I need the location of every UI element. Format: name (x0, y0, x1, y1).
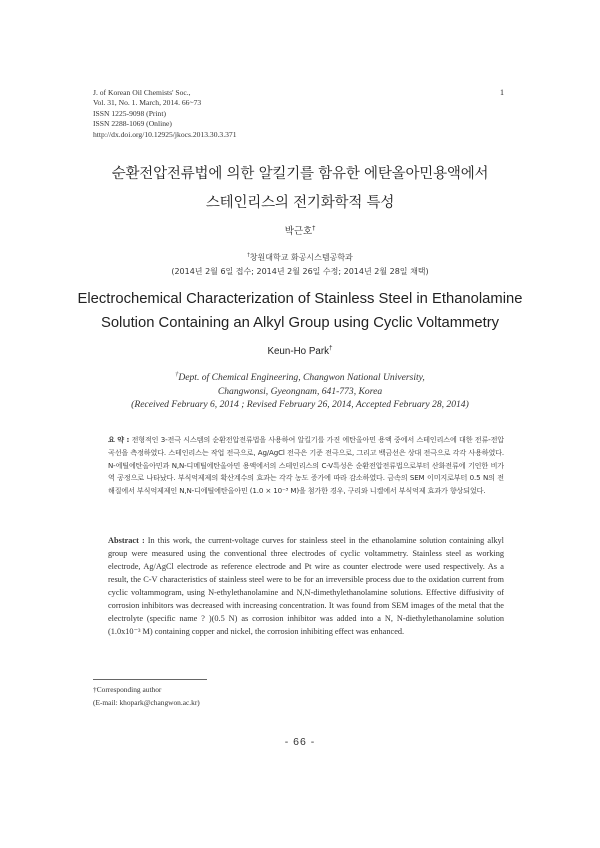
korean-abstract-text: 전형적인 3-전극 시스템의 순환전압전류법을 사용하여 알킬기를 가진 에탄올아민 용액 중에서 스테인리스에 대한 전류-전압 곡선을 측정하였다. 스테인리스는 작업 전극으로, Ag/AgCl 전극은 기준 전극으로, 그리고 백금선은 상대 전극으로 각각 사용하였다. N-에틸에탄올아민과 N,N-디메틸에탄올아민 용액에서의 스테인리스의 C-V특성은 순환전압전류법으로부터 산화전류에 기인한 비가역 공정으로 나타났다. 부식억제제의 확산계수의 효과는 각각 농도 증가에 따라 감소하였다. 금속의 SEM 이미지로부터 0.5 N의 전해질에서 부식억제제인 N,N-디에틸에탄올아민 (1.0 × 10⁻³ M)을 첨가한 경우, 구리와 니켈에서 부식억제 효과가 향상되었다. (108, 435, 504, 496)
page-number-bottom: - 66 - (284, 736, 316, 748)
korean-author-name: 박근호 (284, 226, 313, 237)
korean-title-line-2: 스테인리스의 전기화학적 특성 (205, 195, 395, 211)
journal-name: J. of Korean Oil Chemists' Soc., (93, 88, 191, 97)
corresponding-author-note: †Corresponding author (93, 685, 162, 694)
korean-title-line-1: 순환전압전류법에 의한 알킬기를 함유한 에탄올아민용액에서 (111, 166, 489, 182)
journal-header (93, 88, 237, 140)
english-title-line-2: Solution Containing an Alkyl Group using Cyclic Voltammetry (100, 314, 500, 331)
korean-dates: (2014년 2월 6일 접수; 2014년 2월 26일 수정; 2014년 2월 28일 채택) (171, 267, 429, 276)
korean-abstract (108, 434, 504, 498)
english-author-mark: † (329, 344, 333, 352)
english-affiliation (0, 371, 600, 412)
english-dates: (Received February 6, 2014 ; Revised February 26, 2014, Accepted February 28, 2014) (131, 399, 469, 410)
korean-author-mark: † (312, 224, 316, 232)
english-title-line-1: Electrochemical Characterization of Stainless Steel in Ethanolamine (77, 291, 523, 307)
corresponding-email[interactable]: (E-mail: khopark@changwon.ac.kr) (93, 698, 200, 707)
korean-author (0, 223, 600, 237)
english-author-name: Keun-Ho Park (267, 346, 329, 357)
english-affil-line-1: Dept. of Chemical Engineering, Changwon National University, (178, 372, 425, 383)
english-title (0, 288, 600, 335)
korean-affil-mark: † (247, 252, 250, 259)
issn-print: ISSN 1225-9098 (Print) (93, 108, 166, 118)
english-abstract-text: In this work, the current-voltage curves for stainless steel in the ethanolamine solution containing alkyl group were measured using the conventional three electrodes of cyclic voltammetry. Stainless steel as working electrode, Ag/AgCl electrode as reference electrode and Pt wire as counter electrode were used respectively. As a result, the C-V characteristics of stainless steel were to be for an irreversible process due to the oxidation current from cyclic voltammogram, using N-ethylethanolamine and N,N-dimethylethanolamine solutions. Effective diffusivity of corrosion inhibitors was decreased with increasing concentration. It was found from SEM images of the metal that the electrolyte (specific name ? )(0.5 N) as corrosion inhibitor was added into a N, N-diethylethanolamine solution (1.0x10⁻³ M) containing copper and nickel, the corrosion inhibiting effect was enhanced. (108, 536, 504, 636)
english-affil-line-2: Changwonsi, Gyeongnam, 641-773, Korea (217, 385, 383, 397)
journal-volume: Vol. 31, No. 1. March, 2014. 66~73 (93, 98, 202, 108)
page-number-top: 1 (500, 88, 504, 97)
footnote-divider (93, 679, 207, 680)
issn-online: ISSN 2288-1069 (Online) (93, 119, 172, 129)
english-affil-mark: † (175, 370, 179, 378)
korean-affiliation-text: 창원대학교 화공시스템공학과 (249, 253, 353, 262)
korean-title (0, 160, 600, 218)
korean-abstract-label: 요 약 : (108, 435, 130, 444)
english-abstract-label: Abstract : (108, 536, 145, 545)
english-abstract (108, 534, 504, 638)
footnote (93, 683, 200, 709)
english-author (0, 346, 600, 357)
doi-link[interactable]: http://dx.doi.org/10.12925/jkocs.2013.30.3.371 (93, 129, 237, 139)
korean-affiliation (0, 251, 600, 279)
